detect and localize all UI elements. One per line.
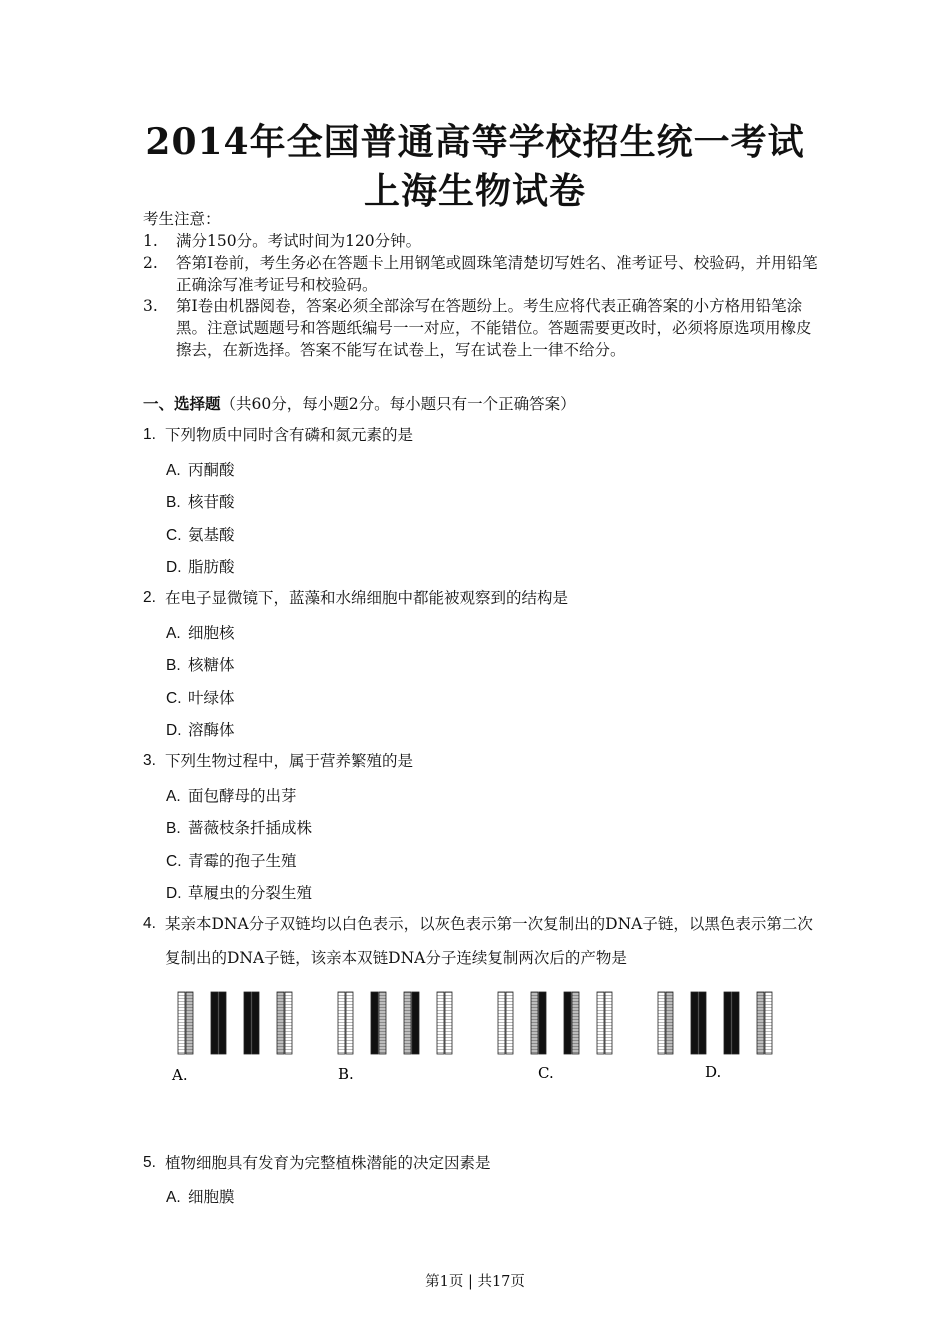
dna-strand: [412, 992, 419, 1054]
dna-strand: [445, 992, 452, 1054]
diagram-label-d: D.: [705, 1063, 722, 1081]
option-text: 核苷酸: [188, 493, 235, 511]
dna-strand: [219, 992, 226, 1054]
option-2c: [166, 686, 235, 708]
dna-strand: [691, 992, 698, 1054]
dna-strand: [186, 992, 193, 1054]
option-letter: A.: [166, 625, 181, 642]
option-letter: C.: [166, 690, 182, 707]
option-3a: [166, 784, 297, 806]
title-line-2: 上海生物试卷: [363, 170, 586, 212]
dna-strand: [699, 992, 706, 1054]
dna-strand: [506, 992, 513, 1054]
dna-strand: [379, 992, 386, 1054]
note-1: [143, 230, 823, 252]
dna-strand: [244, 992, 251, 1054]
question-number: 1.: [143, 426, 156, 443]
section-instructions: （共60分，每小题2分。每小题只有一个正确答案）: [220, 395, 576, 413]
question-number: 2.: [143, 589, 156, 606]
option-2d: [166, 718, 235, 740]
dna-strand: [564, 992, 571, 1054]
diagram-label-a: A.: [172, 1066, 188, 1084]
option-letter: B.: [166, 820, 181, 837]
dna-strand: [666, 992, 673, 1054]
dna-strand: [658, 992, 665, 1054]
dna-strand: [605, 992, 612, 1054]
option-letter: C.: [166, 527, 182, 544]
note-2: [143, 252, 823, 296]
option-text: 核糖体: [188, 656, 235, 674]
dna-strand: [252, 992, 259, 1054]
option-text: 细胞膜: [188, 1188, 235, 1206]
note-number: 3.: [143, 297, 158, 315]
option-1b: [166, 490, 235, 512]
dna-strand: [371, 992, 378, 1054]
dna-strand: [732, 992, 739, 1054]
dna-strand: [572, 992, 579, 1054]
note-text: 第Ⅰ卷由机器阅卷，答案必须全部涂写在答题纷上。考生应将代表正确答案的小方格用铅笔涂黑。注意试题题号和答题纸编号一一对应，不能错位。答题需要更改时，必须将原选项用橡皮擦去，在新选择。答案不能写在试卷上，写在试卷上一律不给分。: [176, 297, 812, 359]
question-4: [143, 907, 823, 975]
option-text: 溶酶体: [188, 721, 235, 739]
page-footer: 第1页 | 共17页: [425, 1274, 525, 1290]
dna-strand: [211, 992, 218, 1054]
option-text: 面包酵母的出芽: [188, 787, 297, 805]
option-letter: C.: [166, 853, 182, 870]
question-number: 4.: [143, 915, 156, 932]
dna-strand: [437, 992, 444, 1054]
option-text: 草履虫的分裂生殖: [188, 884, 313, 902]
question-number: 5.: [143, 1154, 156, 1171]
option-1c: [166, 523, 235, 545]
dna-strand: [724, 992, 731, 1054]
option-letter: D.: [166, 559, 182, 576]
diagram-label-c: C.: [538, 1064, 554, 1082]
option-3b: [166, 816, 312, 838]
option-3d: [166, 881, 312, 903]
option-3c: [166, 849, 297, 871]
question-text: 某亲本DNA分子双链均以白色表示，以灰色表示第一次复制出的DNA子链，以黑色表示第二次复制出的DNA子链，该亲本双链DNA分子连续复制两次后的产物是: [165, 915, 813, 967]
option-text: 脂肪酸: [188, 558, 235, 576]
option-letter: D.: [166, 885, 182, 902]
question-number: 3.: [143, 752, 156, 769]
question-text: 下列物质中同时含有磷和氮元素的是: [165, 426, 414, 444]
dna-replication-diagram: [168, 988, 788, 1088]
option-text: 蔷薇枝条扦插成株: [188, 819, 313, 837]
dna-strand: [765, 992, 772, 1054]
question-text: 植物细胞具有发育为完整植株潜能的决定因素是: [165, 1154, 491, 1172]
question-5: [143, 1146, 823, 1180]
dna-strand: [757, 992, 764, 1054]
dna-strand: [277, 992, 284, 1054]
option-1a: [166, 458, 235, 480]
question-3: [143, 744, 823, 778]
note-text: 满分150分。考试时间为120分钟。: [176, 232, 422, 250]
dna-strand: [404, 992, 411, 1054]
title-line-1: 2014年全国普通高等学校招生统一考试: [145, 121, 805, 163]
option-2a: [166, 621, 235, 643]
option-text: 丙酮酸: [188, 461, 235, 479]
option-text: 氨基酸: [188, 526, 235, 544]
section-title: 一、选择题: [143, 394, 221, 413]
note-3: [143, 295, 823, 361]
dna-strand: [346, 992, 353, 1054]
option-letter: D.: [166, 722, 182, 739]
note-number: 2.: [143, 254, 158, 272]
option-letter: A.: [166, 788, 181, 805]
dna-strand: [498, 992, 505, 1054]
question-text: 在电子显微镜下，蓝藻和水绵细胞中都能被观察到的结构是: [165, 589, 569, 607]
dna-strand: [531, 992, 538, 1054]
option-text: 叶绿体: [188, 689, 235, 707]
option-2b: [166, 653, 235, 675]
note-number: 1.: [143, 232, 158, 250]
option-1d: [166, 555, 235, 577]
option-text: 青霉的孢子生殖: [188, 852, 297, 870]
question-1: [143, 418, 823, 452]
notes-heading: 考生注意：: [143, 210, 221, 228]
option-letter: B.: [166, 494, 181, 511]
dna-strand: [539, 992, 546, 1054]
option-text: 细胞核: [188, 624, 235, 642]
dna-strand: [597, 992, 604, 1054]
option-letter: A.: [166, 462, 181, 479]
option-letter: B.: [166, 657, 181, 674]
diagram-label-b: B.: [338, 1065, 354, 1083]
dna-strand: [178, 992, 185, 1054]
option-5a: [166, 1185, 235, 1207]
question-2: [143, 581, 823, 615]
section-heading: [143, 392, 576, 414]
dna-strand: [338, 992, 345, 1054]
question-text: 下列生物过程中，属于营养繁殖的是: [165, 752, 414, 770]
note-text: 答第Ⅰ卷前，考生务必在答题卡上用钢笔或圆珠笔清楚切写姓名、准考证号、校验码，并用铅笔正确涂写准考证号和校验码。: [176, 254, 818, 294]
option-letter: A.: [166, 1189, 181, 1206]
dna-strand: [285, 992, 292, 1054]
